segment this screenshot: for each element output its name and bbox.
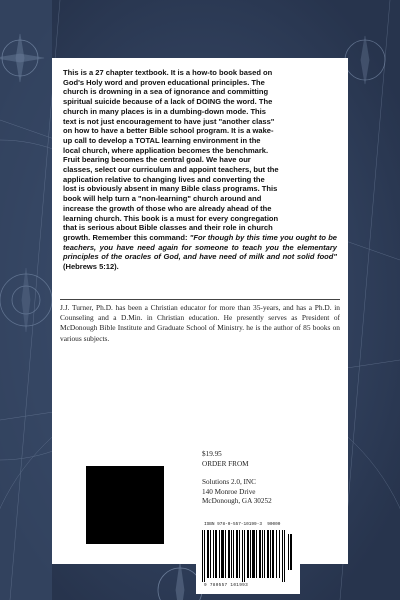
description-line: God's Holy word and proven educational principles. The — [63, 77, 265, 87]
barcode-area — [196, 516, 300, 594]
book-description — [63, 68, 337, 272]
description-line: church in many places is in a dumbing-down mode. This — [63, 106, 266, 116]
price: $19.95 — [202, 450, 222, 458]
price-code: 90000 — [267, 522, 281, 527]
publisher-name: Solutions 2.0, INC — [202, 478, 256, 487]
barcode-number: 9 780557 101993 — [204, 583, 249, 588]
description-line: classes, select our curriculum and appoint teachers, but the — [63, 165, 279, 175]
barcode-icon — [202, 530, 294, 582]
order-info — [202, 450, 302, 507]
description-line: local church, where application becomes the benchmark. — [63, 145, 269, 155]
description-line: increase the growth of those who are already ahead of the — [63, 203, 272, 213]
description-line: book will help turn a "non-learning" church around and — [63, 194, 262, 204]
publisher-city: McDonough, GA 30252 — [202, 497, 272, 506]
description-line: up call to develop a TOTAL learning environment in the — [63, 135, 261, 145]
order-from-label: ORDER FROM — [202, 459, 249, 468]
description-line: Fruit bearing becomes the central goal. We have our — [63, 155, 251, 165]
description-line: This is a 27 chapter textbook. It is a how-to book based on — [63, 68, 273, 77]
publisher-street: 140 Monroe Drive — [202, 487, 256, 496]
author-bio: J.J. Turner, Ph.D. has been a Christian educator for more than 35-years, and has a Ph.D. in Counseling and a D.Min. in Christian education. He presently serves as President of McDonough Bible Institute and Graduate School of Ministry. he is the author of 85 books on various subjects. — [60, 303, 340, 343]
back-cover-text-panel — [52, 58, 348, 564]
divider — [60, 299, 340, 300]
author-photo-placeholder — [86, 466, 164, 544]
description-line: spiritual suicide because of a lack of DOING the word. The — [63, 97, 273, 107]
description-line: growth. Remember this command: — [63, 232, 190, 242]
isbn-label: ISBN 978-0-557-10199-3 90000 — [204, 522, 281, 527]
description-line: lost is obviously absent in many Bible class programs. This — [63, 184, 278, 194]
description-line: application relative to changing lives and converting the — [63, 174, 265, 184]
scripture-citation: (Hebrews 5:12). — [63, 262, 119, 272]
description-line: on how to have a better Bible school program. It is a wake- — [63, 126, 274, 136]
scripture-quote: "For though by this time you ought to be teachers, you have need again for someone to teach you the elementary principles of the oracles of God, and have need of milk and not solid food" — [63, 232, 337, 262]
description-line: church is drowning in a sea of ignorance and committing — [63, 87, 269, 97]
description-line: text is not just encouragement to have just "another class" — [63, 116, 275, 126]
description-line: learning church. This book is a must for every congregation — [63, 213, 279, 223]
description-line: that is serious about Bible classes and their role in church — [63, 223, 273, 233]
